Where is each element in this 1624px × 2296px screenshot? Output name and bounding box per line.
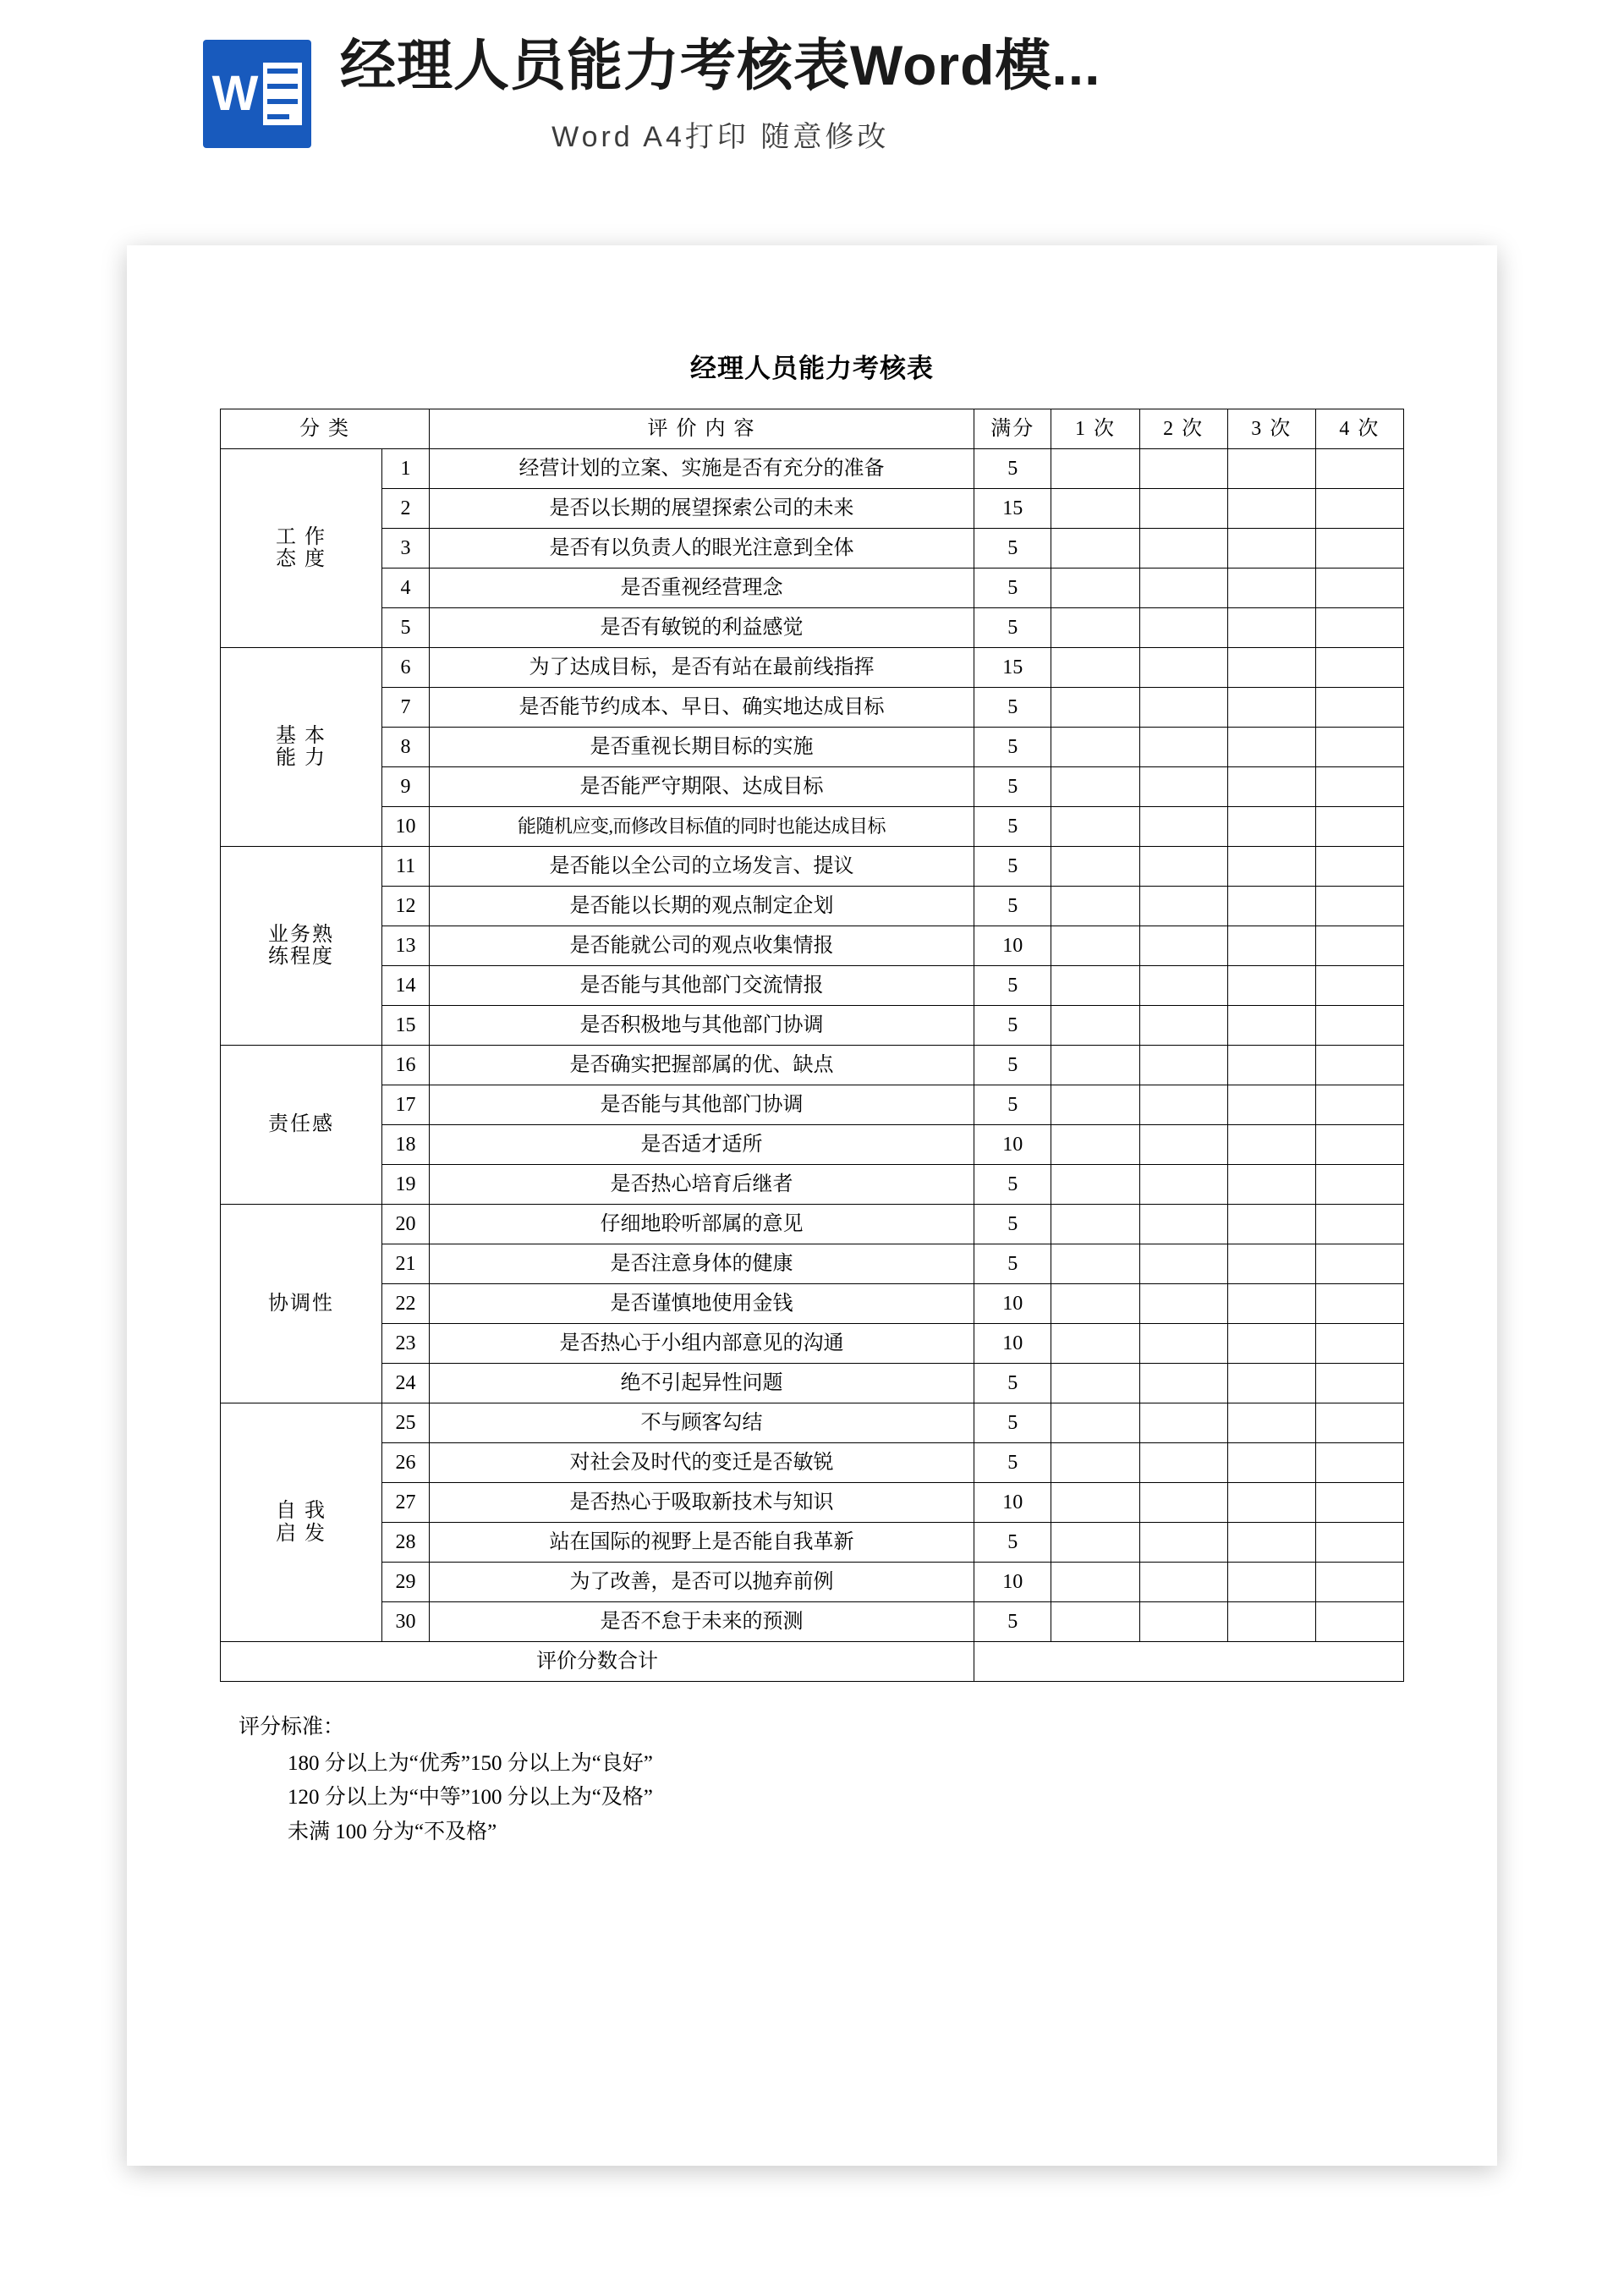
row-number: 19 [382,1165,430,1205]
row-score-1[interactable] [1051,569,1139,608]
row-full-score: 5 [974,569,1051,608]
row-score-1[interactable] [1051,1165,1139,1205]
row-score-4[interactable] [1315,489,1403,529]
row-score-2[interactable] [1139,1125,1227,1165]
row-number: 7 [382,688,430,728]
row-full-score: 5 [974,966,1051,1006]
category-cell: 业务熟 练程度 [221,847,382,1046]
row-content: 是否能以长期的观点制定企划 [429,887,974,926]
row-score-3[interactable] [1227,887,1315,926]
row-number: 6 [382,648,430,688]
header-time-4: 4 次 [1315,409,1403,449]
row-score-4[interactable] [1315,1205,1403,1244]
row-content: 是否能节约成本、早日、确实地达成目标 [429,688,974,728]
row-content: 是否重视长期目标的实施 [429,728,974,767]
category-cell: 工 作 态 度 [221,449,382,648]
document-lines-icon [263,63,302,125]
row-score-2[interactable] [1139,728,1227,767]
row-score-4[interactable] [1315,966,1403,1006]
row-content: 是否能严守期限、达成目标 [429,767,974,807]
page-subtitle: Word A4打印 随意修改 [551,120,890,153]
table-row [221,847,1404,887]
row-score-3[interactable] [1227,1483,1315,1523]
row-number: 24 [382,1364,430,1403]
table-row [221,1125,1404,1165]
row-number: 23 [382,1324,430,1364]
row-number: 10 [382,807,430,847]
assessment-table [220,409,1404,1682]
row-score-4[interactable] [1315,569,1403,608]
table-row [221,1563,1404,1602]
row-full-score: 5 [974,1085,1051,1125]
criteria-title: 评分标准： [239,1716,345,1738]
table-row [221,1324,1404,1364]
row-number: 4 [382,569,430,608]
row-number: 1 [382,449,430,489]
row-score-2[interactable] [1139,1443,1227,1483]
row-full-score: 5 [974,1523,1051,1563]
row-content: 是否能就公司的观点收集情报 [429,926,974,966]
row-score-4[interactable] [1315,1602,1403,1642]
row-score-4[interactable] [1315,1563,1403,1602]
table-row [221,1523,1404,1563]
row-score-3[interactable] [1227,1443,1315,1483]
row-score-3[interactable] [1227,1165,1315,1205]
row-score-3[interactable] [1227,1364,1315,1403]
row-content: 是否能与其他部门协调 [429,1085,974,1125]
row-score-4[interactable] [1315,767,1403,807]
row-number: 2 [382,489,430,529]
row-full-score: 5 [974,1006,1051,1046]
row-full-score: 10 [974,1563,1051,1602]
row-full-score: 5 [974,1244,1051,1284]
row-score-4[interactable] [1315,1284,1403,1324]
row-score-2[interactable] [1139,1046,1227,1085]
row-score-4[interactable] [1315,1483,1403,1523]
row-score-3[interactable] [1227,1205,1315,1244]
row-score-3[interactable] [1227,1125,1315,1165]
row-score-1[interactable] [1051,1046,1139,1085]
row-score-2[interactable] [1139,1364,1227,1403]
row-score-4[interactable] [1315,847,1403,887]
table-row [221,1443,1404,1483]
row-score-2[interactable] [1139,1165,1227,1205]
row-full-score: 5 [974,608,1051,648]
table-row [221,569,1404,608]
row-score-1[interactable] [1051,608,1139,648]
total-value[interactable] [974,1642,1404,1682]
table-row [221,648,1404,688]
row-score-2[interactable] [1139,926,1227,966]
row-number: 17 [382,1085,430,1125]
row-score-2[interactable] [1139,887,1227,926]
row-number: 18 [382,1125,430,1165]
row-number: 30 [382,1602,430,1642]
row-content: 是否能与其他部门交流情报 [429,966,974,1006]
row-content: 是否积极地与其他部门协调 [429,1006,974,1046]
row-score-3[interactable] [1227,926,1315,966]
row-number: 12 [382,887,430,926]
header-full-score: 满分 [974,409,1051,449]
row-number: 26 [382,1443,430,1483]
row-full-score: 10 [974,1483,1051,1523]
row-score-3[interactable] [1227,1046,1315,1085]
row-score-4[interactable] [1315,688,1403,728]
table-row [221,1364,1404,1403]
table-row [221,489,1404,529]
row-content: 是否热心于吸取新技术与知识 [429,1483,974,1523]
row-score-1[interactable] [1051,1125,1139,1165]
row-score-1[interactable] [1051,728,1139,767]
criteria-line-3: 未满 100 分为“不及格” [288,1820,497,1843]
row-number: 20 [382,1205,430,1244]
preview-header [0,0,1624,195]
row-content: 为了达成目标，是否有站在最前线指挥 [429,648,974,688]
header-time-2: 2 次 [1139,409,1227,449]
table-row [221,887,1404,926]
row-number: 21 [382,1244,430,1284]
row-score-2[interactable] [1139,529,1227,569]
row-score-1[interactable] [1051,529,1139,569]
row-content: 是否适才适所 [429,1125,974,1165]
row-score-3[interactable] [1227,1602,1315,1642]
row-score-2[interactable] [1139,1284,1227,1324]
row-score-1[interactable] [1051,1563,1139,1602]
row-content: 是否不怠于未来的预测 [429,1602,974,1642]
row-full-score: 5 [974,1205,1051,1244]
row-content: 为了改善，是否可以抛弃前例 [429,1563,974,1602]
row-full-score: 10 [974,926,1051,966]
row-score-2[interactable] [1139,807,1227,847]
row-score-4[interactable] [1315,1324,1403,1364]
total-row [221,1642,1404,1682]
header-category: 分 类 [221,409,430,449]
row-score-1[interactable] [1051,887,1139,926]
row-score-3[interactable] [1227,529,1315,569]
row-score-2[interactable] [1139,1523,1227,1563]
category-cell: 自 我 启 发 [221,1403,382,1642]
row-number: 27 [382,1483,430,1523]
table-row [221,1165,1404,1205]
row-score-2[interactable] [1139,1483,1227,1523]
header-content: 评 价 内 容 [429,409,974,449]
row-full-score: 5 [974,688,1051,728]
row-content: 仔细地聆听部属的意见 [429,1205,974,1244]
row-score-3[interactable] [1227,767,1315,807]
row-score-1[interactable] [1051,1602,1139,1642]
row-score-2[interactable] [1139,1085,1227,1125]
row-number: 15 [382,1006,430,1046]
table-row [221,529,1404,569]
row-score-2[interactable] [1139,1006,1227,1046]
header-time-3: 3 次 [1227,409,1315,449]
row-score-4[interactable] [1315,1443,1403,1483]
row-score-2[interactable] [1139,1563,1227,1602]
row-score-1[interactable] [1051,1403,1139,1443]
row-score-4[interactable] [1315,926,1403,966]
row-score-2[interactable] [1139,1403,1227,1443]
row-score-1[interactable] [1051,1205,1139,1244]
row-score-2[interactable] [1139,489,1227,529]
row-score-1[interactable] [1051,1443,1139,1483]
row-full-score: 15 [974,489,1051,529]
row-full-score: 5 [974,728,1051,767]
row-score-1[interactable] [1051,1085,1139,1125]
row-number: 22 [382,1284,430,1324]
table-row [221,728,1404,767]
row-score-1[interactable] [1051,926,1139,966]
row-score-3[interactable] [1227,728,1315,767]
row-score-1[interactable] [1051,807,1139,847]
row-full-score: 5 [974,1443,1051,1483]
row-full-score: 5 [974,887,1051,926]
row-full-score: 5 [974,847,1051,887]
criteria-line-2: 120 分以上为“中等”100 分以上为“及格” [288,1786,653,1809]
row-content: 是否确实把握部属的优、缺点 [429,1046,974,1085]
row-score-3[interactable] [1227,966,1315,1006]
row-content: 对社会及时代的变迁是否敏锐 [429,1443,974,1483]
row-full-score: 5 [974,1403,1051,1443]
row-number: 11 [382,847,430,887]
row-score-1[interactable] [1051,489,1139,529]
scoring-criteria [239,1711,1404,1849]
row-score-1[interactable] [1051,1006,1139,1046]
row-score-4[interactable] [1315,1165,1403,1205]
document-title: 经理人员能力考核表 [690,354,934,383]
row-score-3[interactable] [1227,449,1315,489]
row-score-1[interactable] [1051,1324,1139,1364]
row-full-score: 5 [974,1165,1051,1205]
row-full-score: 5 [974,529,1051,569]
document-sheet [127,245,1497,2166]
row-score-3[interactable] [1227,648,1315,688]
row-content: 绝不引起异性问题 [429,1364,974,1403]
row-score-3[interactable] [1227,847,1315,887]
row-score-1[interactable] [1051,847,1139,887]
row-score-1[interactable] [1051,1284,1139,1324]
row-score-3[interactable] [1227,1085,1315,1125]
row-full-score: 10 [974,1284,1051,1324]
row-full-score: 15 [974,648,1051,688]
row-score-3[interactable] [1227,1284,1315,1324]
table-row [221,966,1404,1006]
row-full-score: 5 [974,807,1051,847]
row-score-4[interactable] [1315,1006,1403,1046]
row-number: 29 [382,1563,430,1602]
row-number: 13 [382,926,430,966]
table-row [221,1006,1404,1046]
row-score-4[interactable] [1315,1046,1403,1085]
row-score-4[interactable] [1315,728,1403,767]
table-row [221,807,1404,847]
category-cell: 责任感 [221,1046,382,1205]
row-score-4[interactable] [1315,1403,1403,1443]
row-score-2[interactable] [1139,688,1227,728]
table-row [221,767,1404,807]
row-number: 8 [382,728,430,767]
row-score-1[interactable] [1051,688,1139,728]
table-row [221,1085,1404,1125]
row-score-2[interactable] [1139,648,1227,688]
table-row [221,449,1404,489]
row-score-2[interactable] [1139,847,1227,887]
row-score-2[interactable] [1139,1602,1227,1642]
table-row [221,1046,1404,1085]
row-score-3[interactable] [1227,1563,1315,1602]
row-content: 能随机应变,而修改目标值的同时也能达成目标 [429,807,974,847]
row-score-2[interactable] [1139,1244,1227,1284]
table-row [221,926,1404,966]
row-number: 9 [382,767,430,807]
row-score-3[interactable] [1227,1324,1315,1364]
row-score-4[interactable] [1315,887,1403,926]
row-number: 16 [382,1046,430,1085]
row-score-2[interactable] [1139,608,1227,648]
table-row [221,1602,1404,1642]
row-content: 是否有以负责人的眼光注意到全体 [429,529,974,569]
header-time-1: 1 次 [1051,409,1139,449]
row-full-score: 10 [974,1125,1051,1165]
row-score-2[interactable] [1139,966,1227,1006]
category-cell: 基 本 能 力 [221,648,382,847]
row-score-3[interactable] [1227,1403,1315,1443]
row-number: 5 [382,608,430,648]
row-score-2[interactable] [1139,569,1227,608]
page-title: 经理人员能力考核表Word模... [340,34,1101,96]
row-content: 是否有敏锐的利益感觉 [429,608,974,648]
row-score-2[interactable] [1139,767,1227,807]
row-score-4[interactable] [1315,648,1403,688]
row-score-2[interactable] [1139,1205,1227,1244]
row-content: 是否能以全公司的立场发言、提议 [429,847,974,887]
table-row [221,1244,1404,1284]
row-score-4[interactable] [1315,449,1403,489]
row-score-1[interactable] [1051,1244,1139,1284]
row-score-4[interactable] [1315,1364,1403,1403]
table-row [221,608,1404,648]
row-score-3[interactable] [1227,1523,1315,1563]
row-content: 是否以长期的展望探索公司的未来 [429,489,974,529]
row-number: 28 [382,1523,430,1563]
row-full-score: 5 [974,1046,1051,1085]
row-content: 是否热心于小组内部意见的沟通 [429,1324,974,1364]
row-score-1[interactable] [1051,1364,1139,1403]
category-cell: 协调性 [221,1205,382,1403]
row-score-1[interactable] [1051,767,1139,807]
row-score-1[interactable] [1051,648,1139,688]
row-score-1[interactable] [1051,1523,1139,1563]
row-number: 3 [382,529,430,569]
row-score-1[interactable] [1051,966,1139,1006]
row-full-score: 5 [974,1364,1051,1403]
row-score-4[interactable] [1315,1085,1403,1125]
row-full-score: 5 [974,449,1051,489]
row-score-1[interactable] [1051,1483,1139,1523]
table-row [221,1284,1404,1324]
row-score-2[interactable] [1139,449,1227,489]
word-document-icon [203,40,311,148]
row-content: 是否谨慎地使用金钱 [429,1284,974,1324]
row-score-3[interactable] [1227,688,1315,728]
row-number: 14 [382,966,430,1006]
word-logo-letter: W [211,66,259,122]
table-row [221,1483,1404,1523]
row-score-4[interactable] [1315,1125,1403,1165]
table-row [221,1403,1404,1443]
row-score-4[interactable] [1315,1244,1403,1284]
row-score-3[interactable] [1227,608,1315,648]
row-content: 是否热心培育后继者 [429,1165,974,1205]
row-score-1[interactable] [1051,449,1139,489]
row-full-score: 5 [974,767,1051,807]
row-full-score: 10 [974,1324,1051,1364]
row-score-3[interactable] [1227,807,1315,847]
row-score-2[interactable] [1139,1324,1227,1364]
criteria-line-1: 180 分以上为“优秀”150 分以上为“良好” [288,1751,653,1775]
row-score-4[interactable] [1315,529,1403,569]
row-score-3[interactable] [1227,1244,1315,1284]
row-score-4[interactable] [1315,608,1403,648]
row-content: 是否注意身体的健康 [429,1244,974,1284]
table-row [221,688,1404,728]
row-content: 经营计划的立案、实施是否有充分的准备 [429,449,974,489]
row-score-4[interactable] [1315,807,1403,847]
row-score-4[interactable] [1315,1523,1403,1563]
row-number: 25 [382,1403,430,1443]
row-score-3[interactable] [1227,569,1315,608]
table-header-row [221,409,1404,449]
total-label: 评价分数合计 [221,1642,974,1682]
row-score-3[interactable] [1227,489,1315,529]
row-content: 站在国际的视野上是否能自我革新 [429,1523,974,1563]
table-row [221,1205,1404,1244]
row-full-score: 5 [974,1602,1051,1642]
row-content: 不与顾客勾结 [429,1403,974,1443]
row-score-3[interactable] [1227,1006,1315,1046]
row-content: 是否重视经营理念 [429,569,974,608]
